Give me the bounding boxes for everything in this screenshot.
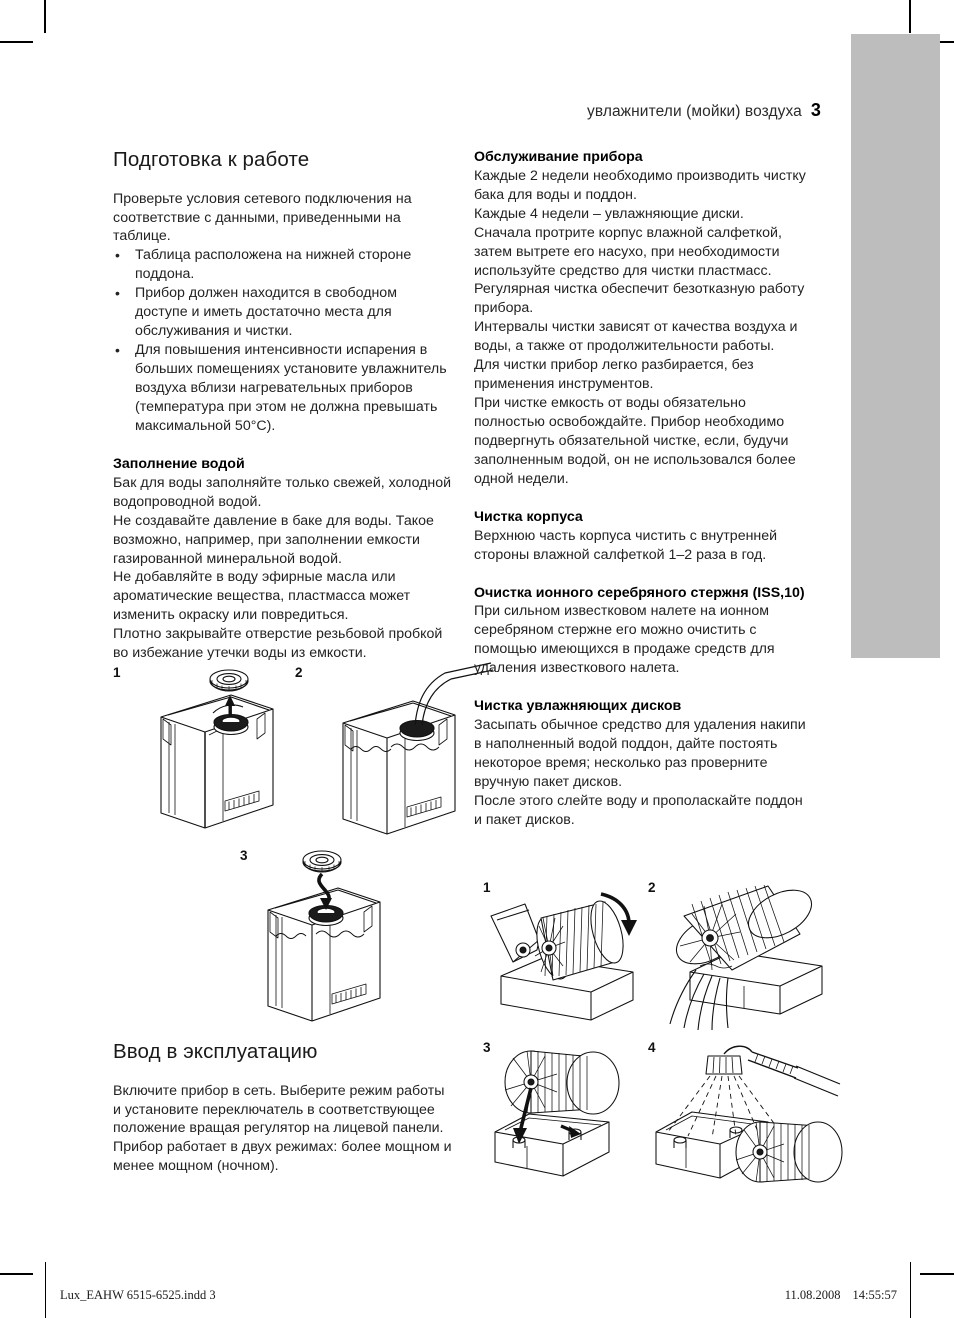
figure-tank-3 xyxy=(240,848,455,1023)
figure-tank-1 xyxy=(113,665,323,835)
left-column-lower xyxy=(113,1040,453,1176)
crop-mark-bottom-right-horizontal xyxy=(920,1273,954,1275)
illustration-water-tank-cap-removed xyxy=(113,665,323,835)
running-title: увлажнители (мойки) воздуха xyxy=(586,103,802,120)
bullet-icon: • xyxy=(115,285,120,302)
illustration-disc-pack-tilt xyxy=(483,880,658,1030)
footer-date: 11.08.2008 xyxy=(784,1288,841,1302)
crop-mark-top-left-horizontal xyxy=(0,41,33,43)
heading-disc-cleaning: Чистка увлажняющих дисков xyxy=(474,698,682,715)
commissioning-paragraph-1: Включите прибор в сеть. Выберите режим работы и установите переключатель в соответствующее положение вращая регулятор на лицевой панели. xyxy=(113,1082,445,1137)
water-paragraph-2: Не создавайте давление в баке для воды. Такое возможно, например, при заполнении емкости газированной минеральной водой. xyxy=(113,512,434,567)
service-paragraph-7: При чистке емкость от воды обязательно полностью освобождайте. Прибор необходимо подвергнуть обязательной чистке, если, будучи заполненным водой, он не использовался более одной недели. xyxy=(474,395,796,487)
footer-time: 14:55:57 xyxy=(852,1288,897,1302)
figure-number: 1 xyxy=(483,880,491,895)
figure-tank-2 xyxy=(295,665,495,835)
heading-water-filling: Заполнение водой xyxy=(113,455,245,472)
crop-mark-bottom-left-horizontal xyxy=(0,1273,33,1275)
footer-rule-right xyxy=(910,1262,911,1318)
heading-housing-cleaning: Чистка корпуса xyxy=(474,508,583,525)
figure-disc-1 xyxy=(483,880,658,1030)
service-paragraph-5: Интервалы чистки зависят от качества воздуха и воды, а также от продолжительности работы. xyxy=(474,319,798,355)
service-paragraph-3: Сначала протрите корпус влажной салфеткой, затем вытрете его насухо, при необходимости используйте средство для чистки пластмасс. xyxy=(474,224,782,279)
discs-paragraph-1: Засыпать обычное средство для удаления накипи в наполненный водой поддон, дайте постоять некоторое время; несколько раз проверните вручную пакет дисков. xyxy=(474,716,806,790)
iss-paragraph-1: При сильном известковом налете на ионном серебряном стержне его можно очистить с помощью имеющихся в продаже средств для удаления известкового налета. xyxy=(474,603,775,677)
illustration-water-tank-cap-closing xyxy=(240,848,455,1023)
figure-number: 3 xyxy=(483,1040,491,1055)
right-column xyxy=(474,148,814,830)
figure-number: 3 xyxy=(240,848,248,863)
figure-disc-4 xyxy=(648,1040,848,1205)
figure-number: 2 xyxy=(648,880,656,895)
figure-number: 1 xyxy=(113,665,121,680)
illustration-disc-pack-lift xyxy=(483,1040,643,1200)
bullet-icon: • xyxy=(115,247,120,264)
list-item-text: Таблица расположена на нижней стороне поддона. xyxy=(135,247,412,283)
footer-rule-left xyxy=(45,1262,46,1318)
footer-timestamp xyxy=(785,1288,897,1303)
housing-paragraph-1: Верхнюю часть корпуса чистить с внутренней стороны влажной салфеткой 1–2 раза в год. xyxy=(474,527,778,563)
figure-number: 2 xyxy=(295,665,303,680)
service-paragraph-2: Каждые 4 недели – увлажняющие диски. xyxy=(474,205,744,222)
illustration-disc-pack-rinse xyxy=(648,1040,848,1205)
illustration-water-tank-filling xyxy=(295,665,495,835)
thumb-index-tab xyxy=(851,34,940,658)
figure-number: 4 xyxy=(648,1040,656,1055)
crop-mark-top-right-vertical xyxy=(909,0,911,33)
footer-filename: Lux_EAHW 6515-6525.indd 3 xyxy=(60,1288,216,1302)
running-head xyxy=(587,100,821,121)
preparation-bullet-list xyxy=(113,246,453,436)
commissioning-paragraph-2: Прибор работает в двух режимах: более мощном и менее мощном (ночном). xyxy=(113,1139,452,1175)
list-item xyxy=(113,246,453,284)
page-number: 3 xyxy=(810,100,821,120)
page-title-preparation: Подготовка к работе xyxy=(113,148,310,171)
figure-disc-2 xyxy=(648,878,838,1036)
illustration-disc-pack-draining xyxy=(648,878,838,1036)
figure-disc-3 xyxy=(483,1040,643,1200)
discs-paragraph-2: После этого слейте воду и прополаскайте поддон и пакет дисков. xyxy=(474,792,803,828)
service-paragraph-1: Каждые 2 недели необходимо производить чистку бака для воды и поддон. xyxy=(474,167,806,203)
service-paragraph-4: Регулярная чистка обеспечит безотказную работу прибора. xyxy=(474,281,805,317)
left-column xyxy=(113,148,453,663)
water-paragraph-1: Бак для воды заполняйте только свежей, холодной водопроводной водой. xyxy=(113,474,452,510)
heading-service: Обслуживание прибора xyxy=(474,149,643,165)
page-title-commissioning: Ввод в эксплуатацию xyxy=(113,1040,318,1063)
list-item-text: Для повышения интенсивности испарения в больших помещениях установите увлажнитель воздуха вблизи нагревательных приборов (температура при этом не должна превышать максимальной 50°C). xyxy=(135,342,447,434)
service-paragraph-6: Для чистки прибор легко разбирается, без применения инструментов. xyxy=(474,357,754,393)
list-item xyxy=(113,341,453,436)
water-paragraph-3: Не добавляйте в воду эфирные масла или ароматические вещества, пластмасса может изменить окраску или повредиться. xyxy=(113,569,411,624)
bullet-icon: • xyxy=(115,342,120,359)
list-item xyxy=(113,284,453,341)
preparation-intro: Проверьте условия сетевого подключения на соответствие с данными, приведенными на таблице. xyxy=(113,190,412,245)
crop-mark-top-left-vertical xyxy=(44,0,46,33)
list-item-text: Прибор должен находится в свободном доступе и иметь достаточно места для обслуживания и чистки. xyxy=(135,285,397,340)
water-paragraph-4: Плотно закрывайте отверстие резьбовой пробкой во избежание утечки воды из емкости. xyxy=(113,626,443,662)
heading-iss-cleaning: Очистка ионного серебряного стержня (ISS,10) xyxy=(474,584,805,601)
